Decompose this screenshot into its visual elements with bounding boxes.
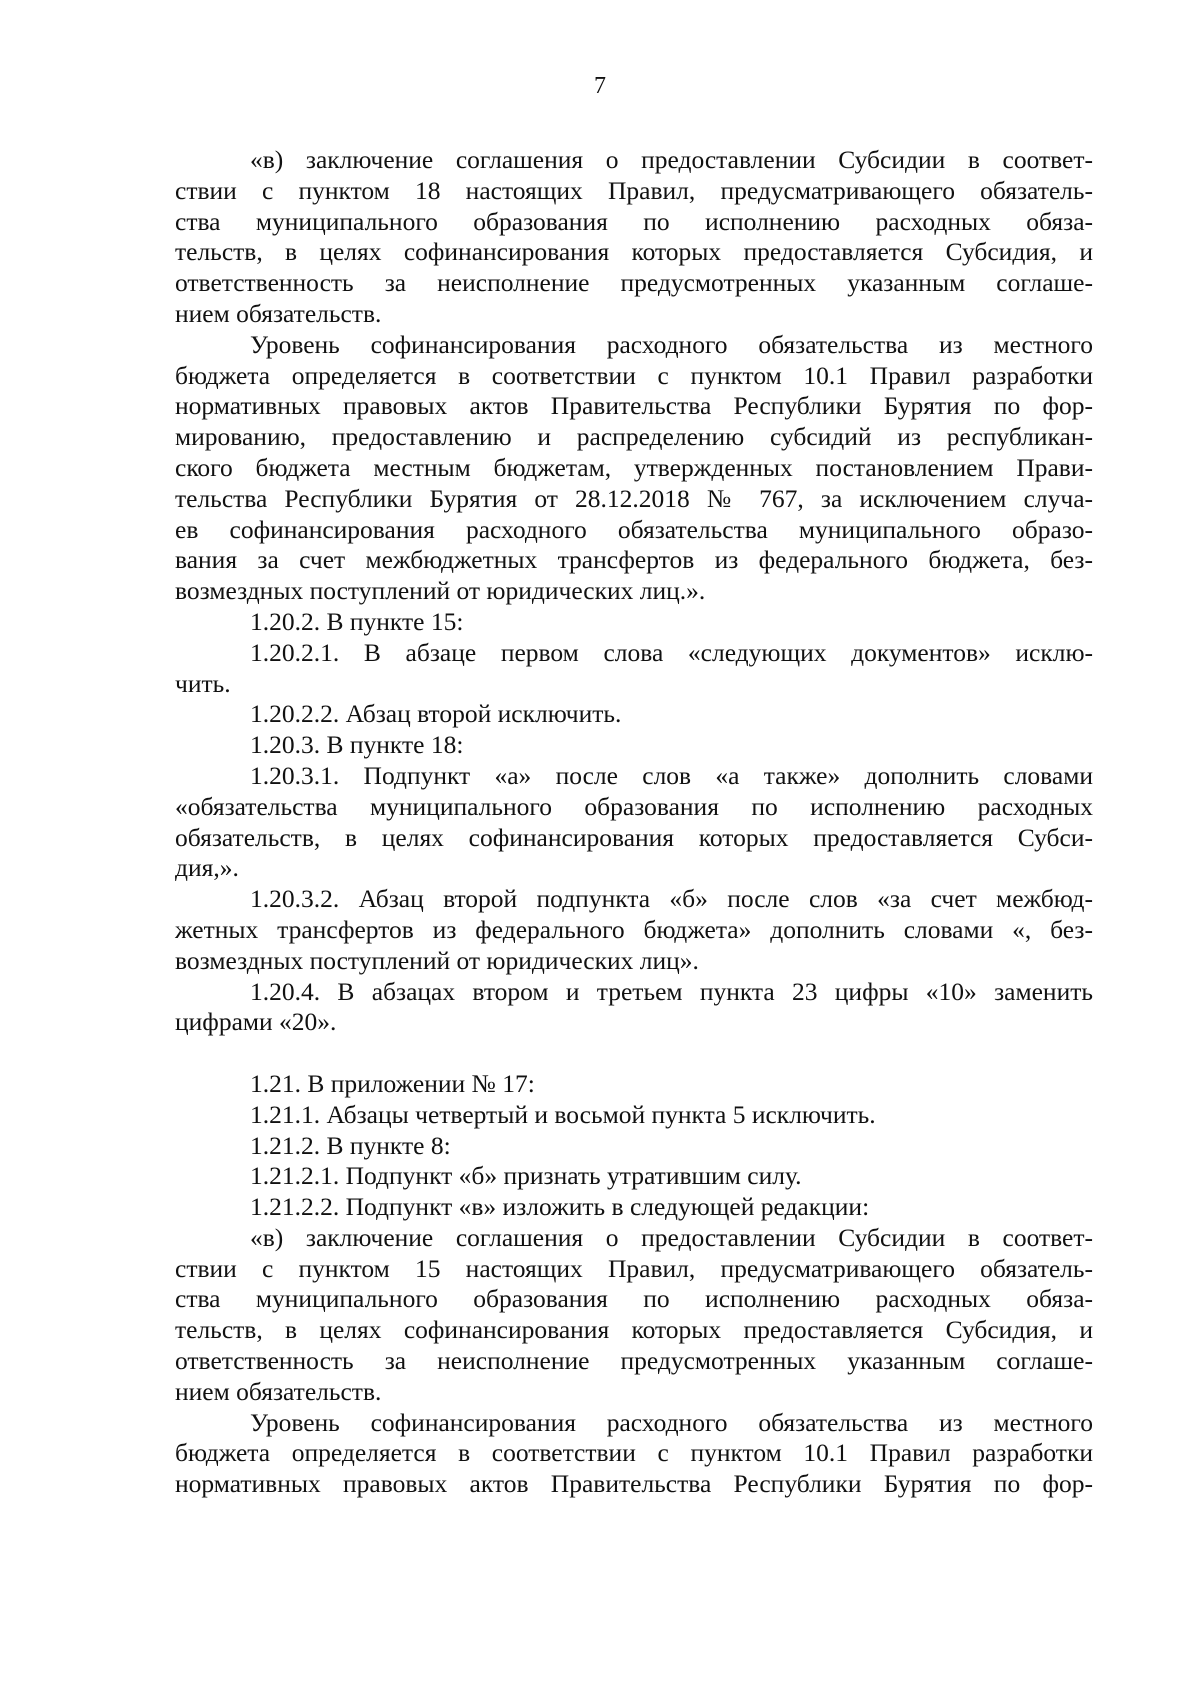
text-line: ствии с пунктом 15 настоящих Правил, предусматривающего обязатель- [175,1253,1093,1283]
text-line: ответственность за неисполнение предусмотренных указанным соглаше- [175,1346,1093,1376]
text-line: Уровень софинансирования расходного обязательства из местного [250,1407,1093,1437]
blank-line [175,1038,1093,1069]
text-line: мированию, предоставлению и распределению субсидий из республикан- [175,422,1093,452]
text-line: 1.21.2.1. Подпункт «б» признать утратившим силу. [250,1161,802,1191]
text-line: 1.21.2.2. Подпункт «в» изложить в следующей редакции: [250,1192,870,1222]
text-line: ствии с пунктом 18 настоящих Правил, предусматривающего обязатель- [175,175,1093,205]
text-line: обязательств, в целях софинансирования которых предоставляется Субси- [175,822,1093,852]
text-line: возмездных поступлений от юридических лиц.». [175,576,706,606]
text-line: 1.21.1. Абзацы четвертый и восьмой пункта 5 исключить. [250,1099,876,1129]
text-line: 1.20.4. В абзацах втором и третьем пункта 23 цифры «10» заменить [250,976,1093,1006]
text-line: Уровень софинансирования расходного обязательства из местного [250,329,1093,359]
text-line: нием обязательств. [175,1376,382,1406]
text-line: ев софинансирования расходного обязательства муниципального образо- [175,514,1093,544]
text-line: тельств, в целях софинансирования которых предоставляется Субсидия, и [175,237,1093,267]
text-line: цифрами «20». [175,1007,337,1037]
text-line: ответственность за неисполнение предусмотренных указанным соглаше- [175,268,1093,298]
text-line: 1.20.3.1. Подпункт «а» после слов «а также» дополнить словами [250,760,1093,790]
text-line: 1.20.2.1. В абзаце первом слова «следующих документов» исклю- [250,637,1093,667]
page-number: 7 [594,73,606,99]
text-line: бюджета определяется в соответствии с пунктом 10.1 Правил разработки [175,360,1093,390]
text-line: ства муниципального образования по исполнению расходных обяза- [175,206,1093,236]
text-line: жетных трансфертов из федерального бюджета» дополнить словами «, без- [175,914,1093,944]
text-line: 1.20.3. В пункте 18: [250,730,464,760]
text-line: ского бюджета местным бюджетам, утвержденных постановлением Прави- [175,452,1093,482]
text-line: «обязательства муниципального образования по исполнению расходных [175,791,1093,821]
text-line: тельства Республики Бурятия от 28.12.2018 № 767, за исключением случа- [175,483,1093,513]
text-line: «в) заключение соглашения о предоставлении Субсидии в соответ- [250,145,1093,174]
text-line: нормативных правовых актов Правительства Республики Бурятия по фор- [175,1469,1093,1499]
text-line: 1.20.2. В пункте 15: [250,606,464,636]
text-line: вания за счет межбюджетных трансфертов из федерального бюджета, без- [175,545,1093,575]
text-line: дия,». [175,853,239,883]
text-line: 1.21. В приложении № 17: [250,1068,535,1098]
text-line: бюджета определяется в соответствии с пунктом 10.1 Правил разработки [175,1438,1093,1468]
text-line: возмездных поступлений от юридических лиц». [175,945,699,975]
text-line: 1.20.2.2. Абзац второй исключить. [250,699,622,729]
text-line: чить. [175,668,231,698]
text-line: ства муниципального образования по исполнению расходных обяза- [175,1284,1093,1314]
text-line: «в) заключение соглашения о предоставлении Субсидии в соответ- [250,1222,1093,1252]
text-line: тельств, в целях софинансирования которых предоставляется Субсидия, и [175,1315,1093,1345]
text-line: 1.20.3.2. Абзац второй подпункта «б» после слов «за счет межбюд- [250,884,1093,914]
document-body [175,145,1093,1500]
text-line: нормативных правовых актов Правительства Республики Бурятия по фор- [175,391,1093,421]
text-line: 1.21.2. В пункте 8: [250,1130,451,1160]
text-line: нием обязательств. [175,298,382,328]
